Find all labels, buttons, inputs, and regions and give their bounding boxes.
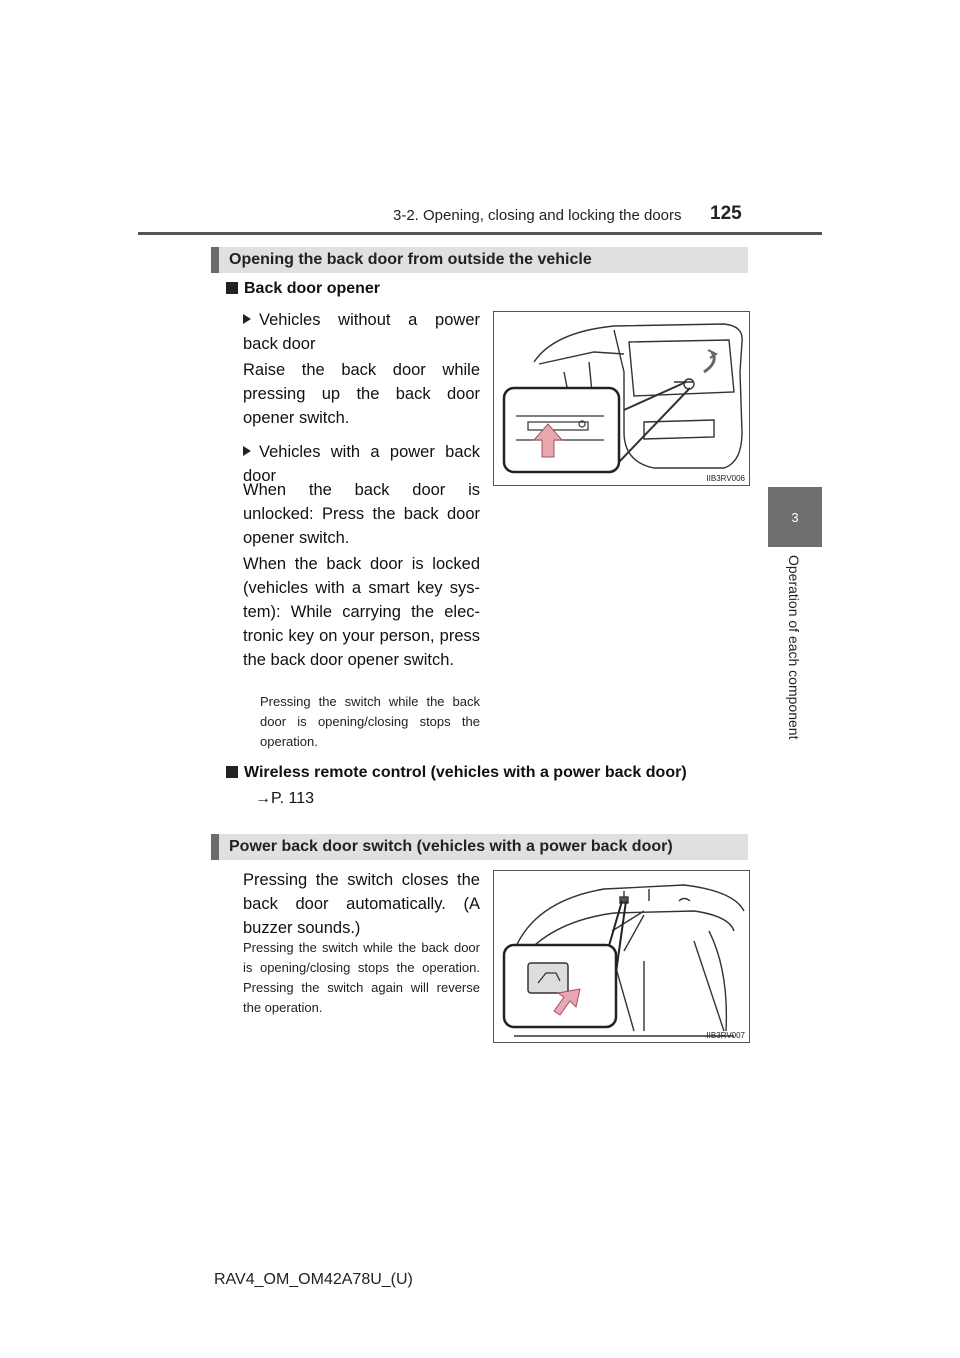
model-code: RAV4_OM_OM42A78U_(U) — [214, 1271, 413, 1288]
page-number: 125 — [710, 203, 742, 224]
subheading-wireless-remote: Wireless remote control (vehicles with a power back door) — [226, 764, 687, 782]
square-bullet-icon — [226, 282, 238, 294]
reference-arrow-icon: → — [255, 790, 271, 807]
header-rule — [138, 232, 822, 235]
paragraph-closes-automatically: Pressing the switch closes the back door automatically. (A buzzer sounds.) — [243, 871, 480, 937]
paragraph-locked: When the back door is locked (vehicles with a smart key sys-tem): While carrying the elec-tronic key on your person, press the back door opener switch. — [243, 555, 480, 669]
running-header-section: 3-2. Opening, closing and locking the doors — [393, 207, 682, 224]
triangle-bullet-icon — [243, 314, 251, 324]
bullet-no-power-door: Vehicles without a power back door — [243, 311, 480, 353]
figure-power-door-switch — [493, 870, 750, 1043]
subheading-back-door-opener: Back door opener — [226, 280, 380, 298]
note-reverse-operation: Pressing the switch while the back door is opening/closing stops the operation. Pressing the switch again will reverse the operation. — [243, 940, 480, 1015]
section-title-outside-opening: Opening the back door from outside the vehicle — [211, 247, 748, 273]
triangle-bullet-icon — [243, 446, 251, 456]
figure-code: IIB3RV007 — [706, 1031, 745, 1040]
chapter-tab-label: Operation of each component — [786, 555, 802, 740]
figure-back-door-opener — [493, 311, 750, 486]
chapter-tab-number: 3 — [791, 509, 799, 525]
page-reference[interactable]: →P. 113 — [255, 790, 315, 807]
note-stop-operation: Pressing the switch while the back door is opening/closing stops the operation. — [260, 694, 480, 749]
back-door-interior-illustration — [494, 871, 749, 1042]
section-title-power-switch: Power back door switch (vehicles with a power back door) — [211, 834, 748, 860]
car-rear-illustration — [494, 312, 749, 485]
square-bullet-icon — [226, 766, 238, 778]
bullet-power-door: Vehicles with a power back door — [243, 443, 480, 485]
paragraph-raise-door: Raise the back door while pressing up the back door opener switch. — [243, 361, 480, 427]
figure-code: IIB3RV006 — [706, 474, 745, 483]
paragraph-unlocked: When the back door is unlocked: Press the back door opener switch. — [243, 481, 480, 547]
